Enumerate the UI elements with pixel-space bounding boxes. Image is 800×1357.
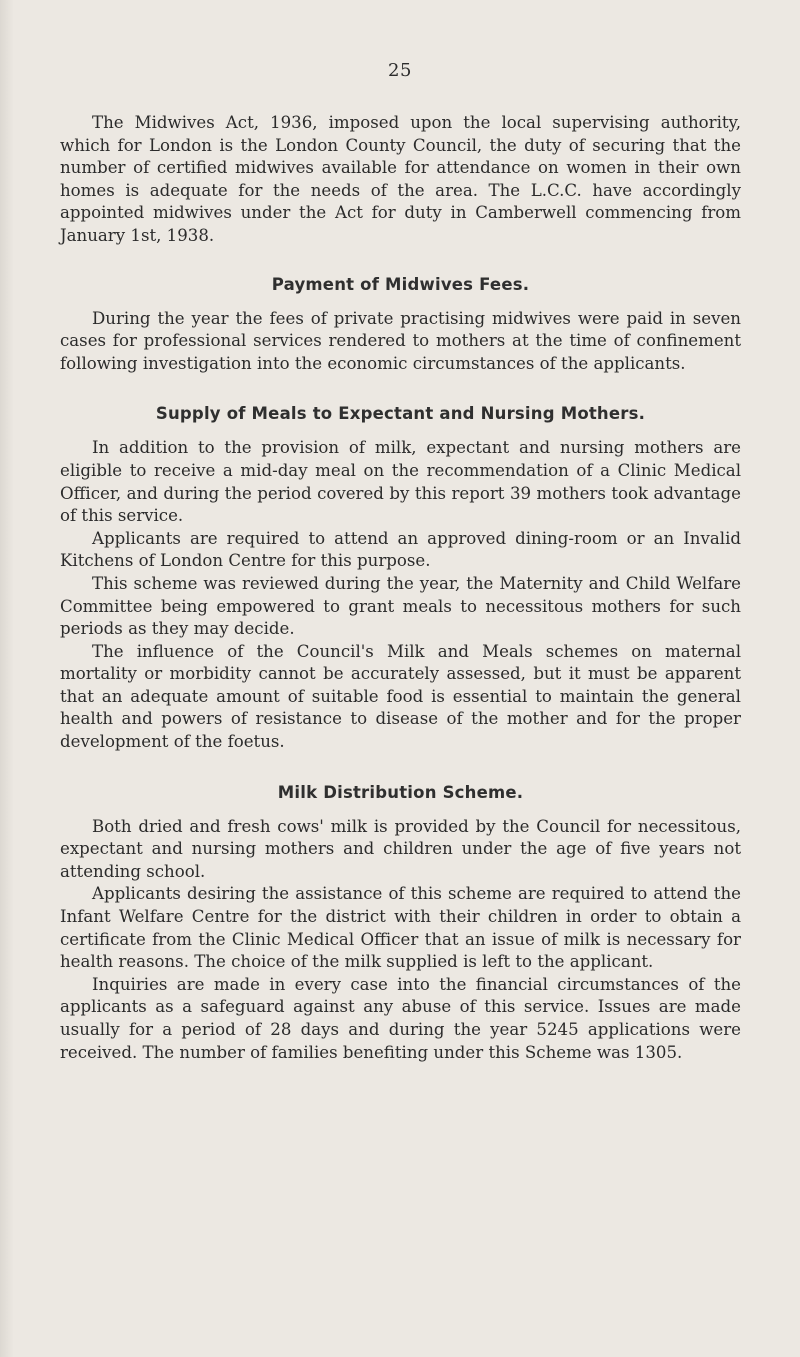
section-heading-milk-distribution-scheme: Milk Distribution Scheme. bbox=[277, 782, 524, 802]
section-paragraph: Applicants desiring the assistance of this scheme are required to attend the Infant Welfare Centre for the district with their children in order to obtain a certificate from the Clinic Medical Officer that an issue of milk is necessary for health reasons. The choice of the milk supplied is left to the applicant. bbox=[60, 884, 741, 972]
section-paragraph: The influence of the Council's Milk and Meals schemes on maternal mortality or morbidity cannot be accurately assessed, but it must be apparent that an adequate amount of suitable food is essential to maintain the general health and powers of resistance to disease of the mother and for the proper development of the foetus. bbox=[60, 641, 741, 752]
section-paragraph: Applicants are required to attend an approved dining-room or an Invalid Kitchens of London Centre for this purpose. bbox=[60, 528, 741, 571]
section-heading-payment-of-midwives-fees: Payment of Midwives Fees. bbox=[271, 274, 530, 294]
section-paragraph: This scheme was reviewed during the year, the Maternity and Child Welfare Committee being empowered to grant meals to necessitous mothers for such periods as they may decide. bbox=[60, 573, 741, 639]
section-paragraph: Inquiries are made in every case into the financial circumstances of the applicants as a safeguard against any abuse of this service. Issues are made usually for a period of 28 days and during the year 5245 applications were received. The number of families benefiting under this Scheme was 1305. bbox=[60, 974, 741, 1062]
page-body bbox=[60, 112, 741, 1064]
section-paragraph: In addition to the provision of milk, expectant and nursing mothers are eligible to receive a mid-day meal on the recommendation of a Clinic Medical Officer, and during the period covered by this report 39 mothers took advantage of this service. bbox=[60, 438, 741, 526]
page-edge-shadow bbox=[0, 0, 14, 1357]
section-paragraph: During the year the fees of private practising midwives were paid in seven cases for professional services rendered to mothers at the time of confinement following investigation into the economic circumstances of the applicants. bbox=[60, 308, 741, 373]
section-heading-supply-of-meals: Supply of Meals to Expectant and Nursing Mothers. bbox=[155, 404, 646, 424]
page-number: 25 bbox=[388, 60, 412, 81]
section-paragraph: Both dried and fresh cows' milk is provided by the Council for necessitous, expectant and nursing mothers and children under the age of five years not attending school. bbox=[60, 816, 741, 881]
intro-paragraph: The Midwives Act, 1936, imposed upon the local supervising authority, which for London is the London County Council, the duty of securing that the number of certified midwives available for attendance on women in their own homes is adequate for the needs of the area. The L.C.C. have accordingly appointed midwives under the Act for duty in Camberwell commencing from January 1st, 1938. bbox=[60, 113, 741, 245]
